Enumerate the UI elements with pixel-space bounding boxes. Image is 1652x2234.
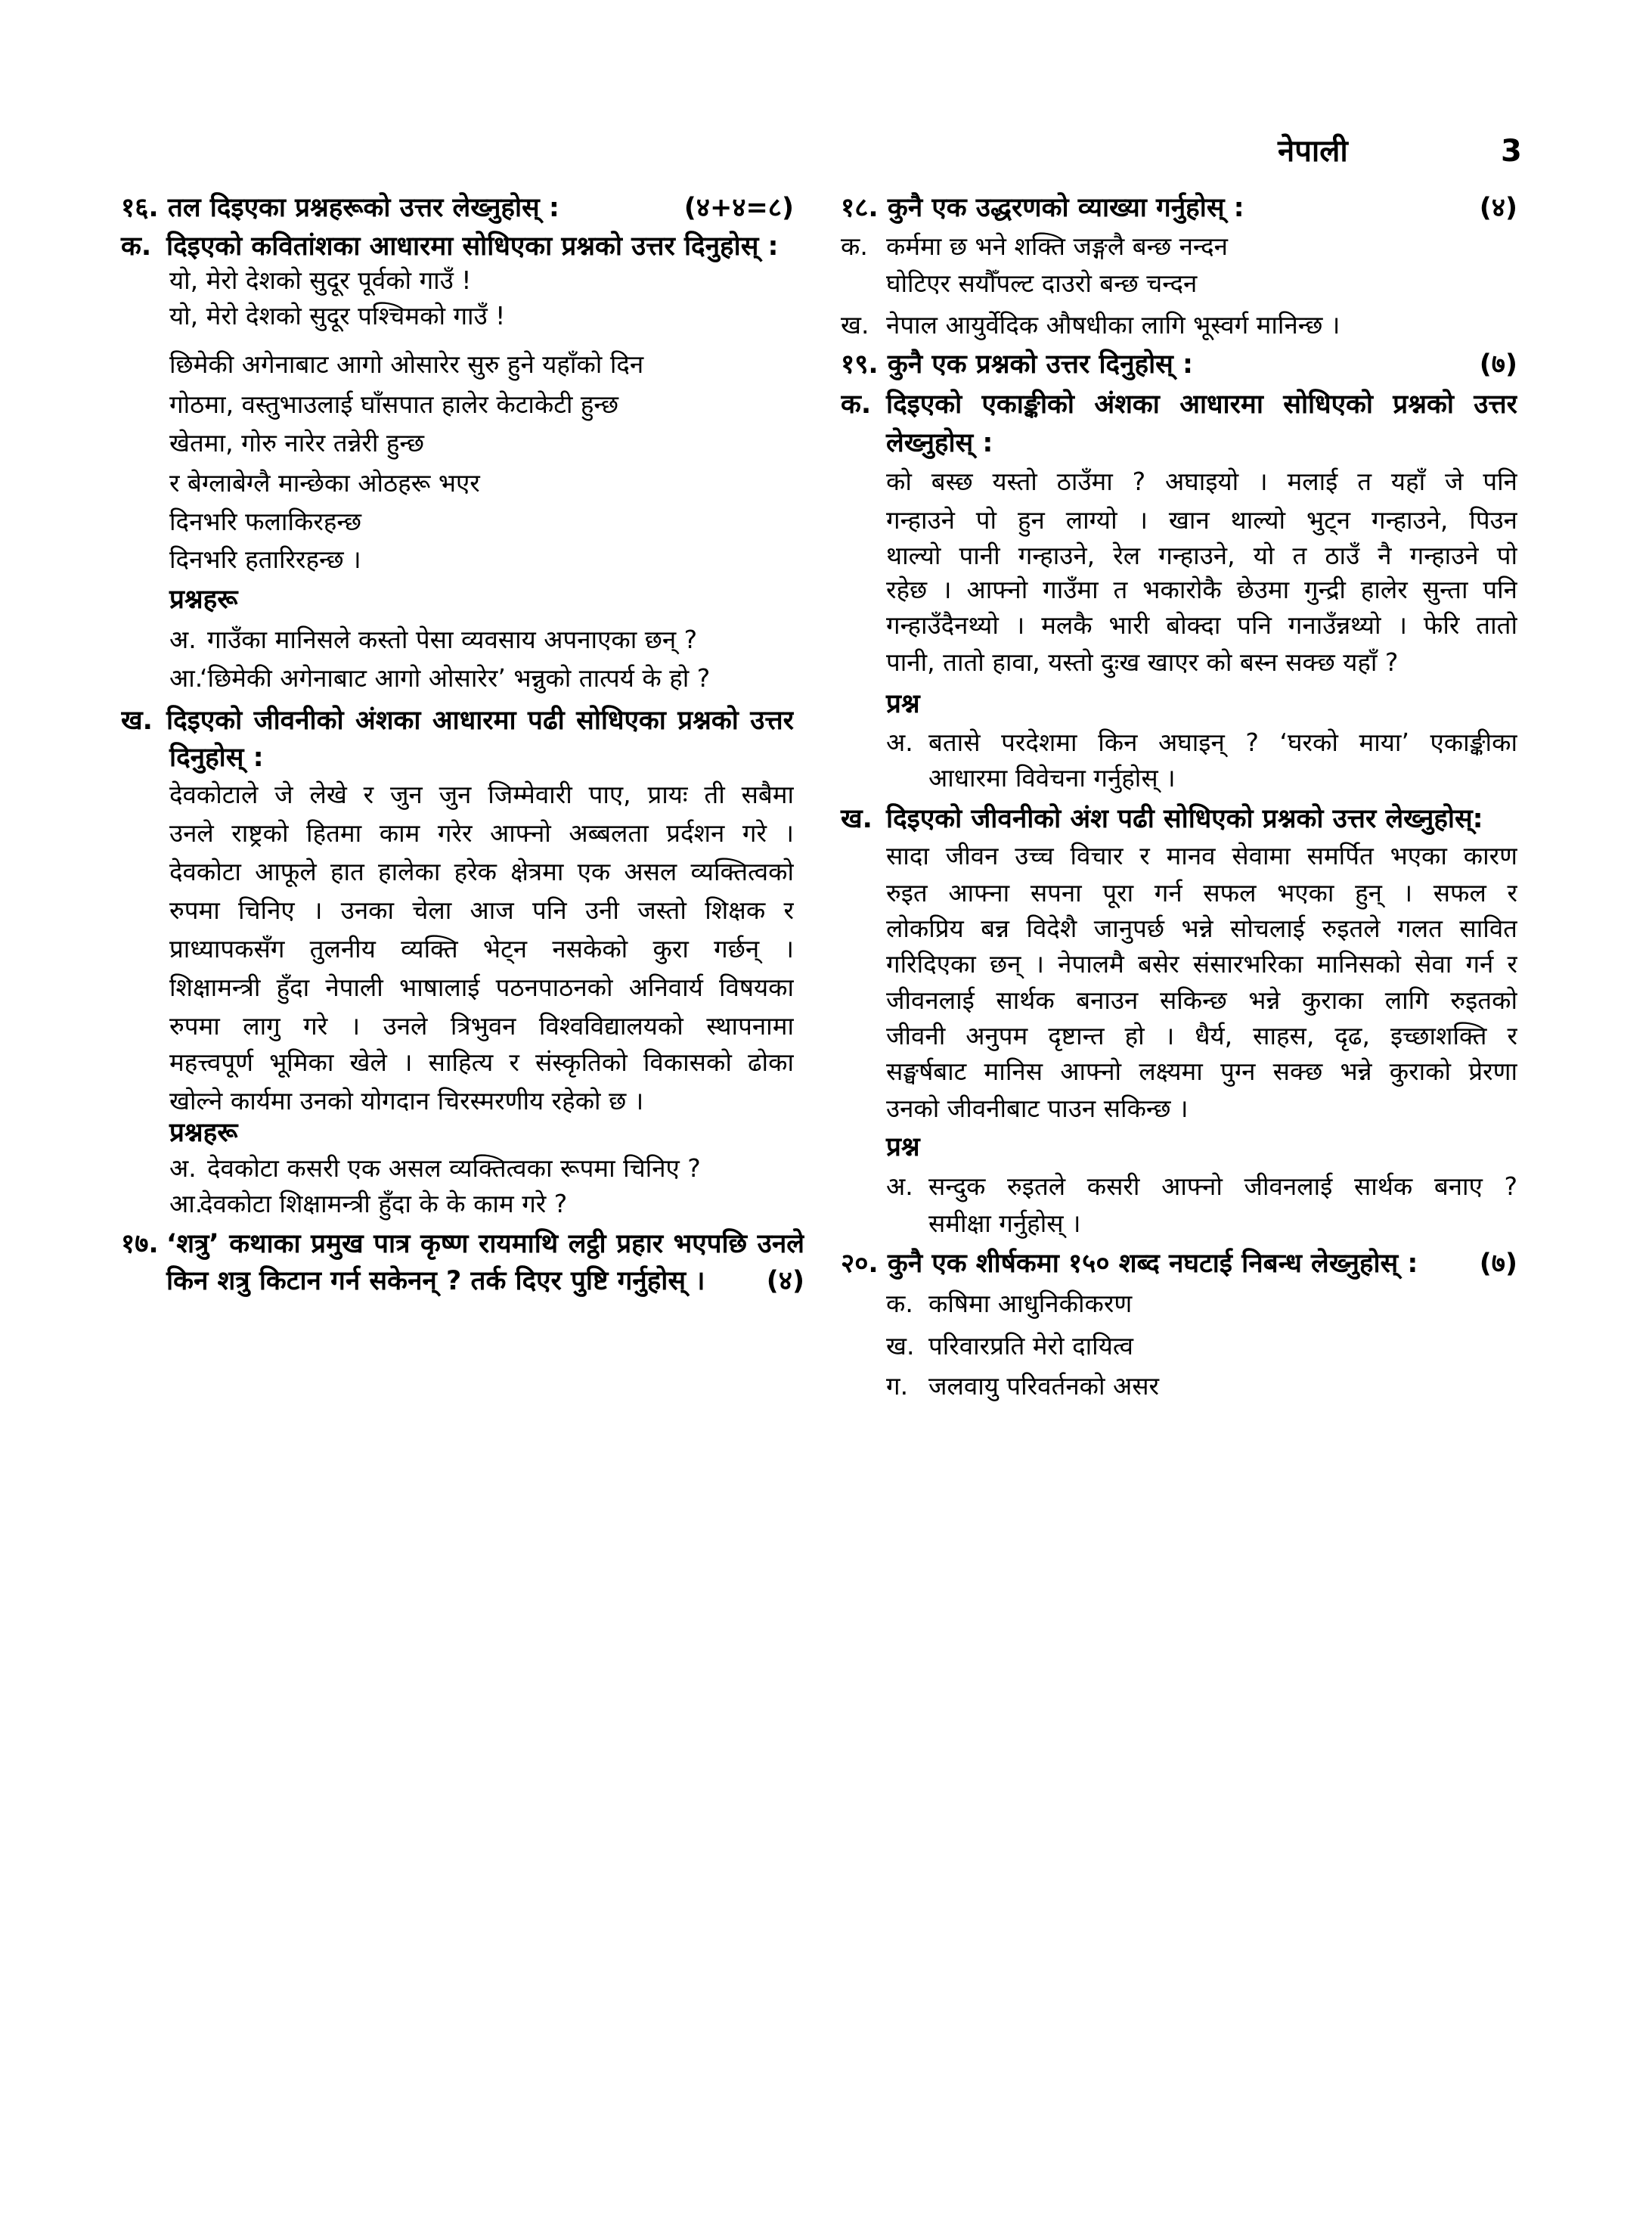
question-label: अ. [169, 625, 197, 654]
passage-line: उनले राष्ट्रको हितमा काम गरेर आफ्नो अब्बलता प्रर्दशन गरे । [169, 818, 794, 848]
passage-line: सङ्घर्षबाट मानिस आफ्नो लक्ष्यमा पुग्न सक्छ भन्ने कुराको प्रेरणा [886, 1056, 1517, 1086]
passage-line: महत्त्वपूर्ण भूमिका खेले । साहित्य र संस्कृतिको विकासको ढोका [169, 1047, 794, 1077]
q19-ka-heading [841, 386, 1517, 424]
passage-line: रहेछ । आफ्नो गाउँमा त भकारोकै छेउमा गुन्द्री हालेर सुन्ता पनि [886, 575, 1517, 604]
item-label: ख. [841, 310, 869, 340]
q16-marks: (४+४=८) [683, 193, 794, 223]
page-number: 3 [1501, 134, 1522, 169]
question-label: आ. [169, 1189, 203, 1218]
q19-ka-heading-cont: लेख्नुहोस् : [886, 428, 993, 458]
q19-ka-question-cont: आधारमा विवेचना गर्नुहोस् । [928, 763, 1176, 793]
question-text: देवकोटा शिक्षामन्त्री हुँदा के के काम गरे ? [200, 1189, 568, 1218]
q19-ka-title-line: दिइएको एकाङ्कीको अंशका आधारमा सोधिएको प्रश्नको उत्तर [886, 389, 1517, 420]
question-label: अ. [886, 728, 913, 757]
question-text: बतासे परदेशमा किन अघाइन् ? ‘घरको माया’ एकाङ्कीका [928, 728, 1517, 757]
q18-heading [841, 189, 1517, 227]
poem-line: यो, मेरो देशको सुदूर पूर्वको गाउँ ! [169, 265, 472, 295]
q16-ka-question [169, 659, 710, 697]
q16-kha-question [169, 1185, 567, 1223]
item-text: नेपाल आयुर्वेदिक औषधीका लागि भूस्वर्ग मानिन्छ । [886, 310, 1341, 340]
q16-ka-questions-label: प्रश्नहरू [169, 585, 238, 615]
q19-kha-title: दिइएको जीवनीको अंश पढी सोधिएको प्रश्नको उत्तर लेख्नुहोस्: [886, 804, 1483, 834]
q20-number: २०. [841, 1249, 879, 1279]
q20-marks: (७) [1479, 1249, 1517, 1279]
q19-kha-heading [841, 800, 1483, 838]
passage-line: गरिदिएका छन् । नेपालमै बसेर संसारभरिका मानिसको सेवा गर्न र [886, 949, 1517, 979]
q19-heading [841, 346, 1517, 383]
q16-kha-label: ख. [121, 706, 153, 736]
item-label: ख. [886, 1331, 915, 1361]
subject-title: नेपाली [1278, 134, 1348, 169]
item-label: क. [841, 231, 868, 261]
q19-number: १९. [841, 349, 879, 380]
passage-line: देवकोटाले जे लेखे र जुन जुन जिम्मेवारी पाए, प्रायः ती सबैमा [169, 780, 794, 809]
question-label: आ. [169, 663, 203, 693]
passage-line: जीवनी अनुपम दृष्टान्त हो । धैर्य, साहस, दृढ, इच्छाशक्ति र [886, 1021, 1517, 1050]
item-label: क. [886, 1289, 913, 1318]
q16-ka-heading [121, 228, 779, 265]
q16-heading [121, 189, 794, 227]
question-label: अ. [886, 1171, 913, 1201]
passage-line: थाल्यो पानी गन्हाउने, रेल गन्हाउने, यो त ठाउँ नै गन्हाउने पो [886, 541, 1517, 570]
passage-line: रुपमा लागु गरे । उनले त्रिभुवन विश्वविद्यालयको स्थापनामा [169, 1011, 794, 1041]
passage-line: शिक्षामन्त्री हुँदा नेपाली भाषालाई पठनपाठनको अनिवार्य विषयका [169, 973, 794, 1002]
q18-item [841, 306, 1340, 344]
q19-kha-questions-label: प्रश्न [886, 1132, 920, 1162]
q20-heading [841, 1245, 1517, 1283]
question-label: अ. [169, 1153, 197, 1183]
q17-marks: (४) [766, 1266, 804, 1296]
q17-line [166, 1262, 804, 1300]
q16-kha-question [169, 1150, 701, 1187]
q19-ka-label: क. [841, 389, 872, 420]
q20-item [886, 1367, 1159, 1405]
q16-number: १६. [121, 193, 159, 223]
q20-title: कुनै एक शीर्षकमा १५० शब्द नघटाई निबन्ध लेख्नुहोस् : [887, 1249, 1418, 1279]
q19-kha-label: ख. [841, 804, 872, 834]
passage-line: रुपमा चिनिए । उनका चेला आज पनि उनी जस्तो शिक्षक र [169, 895, 794, 925]
item-text: कषिमा आधुनिकीकरण [928, 1289, 1133, 1318]
q16-kha-questions-label: प्रश्नहरू [169, 1118, 238, 1148]
q18-item [841, 228, 1228, 265]
q18-marks: (४) [1479, 193, 1517, 223]
poem-line: र बेग्लाबेग्लै मान्छेका ओठहरू भएर [169, 468, 480, 498]
q16-kha-heading [121, 702, 794, 740]
q16-ka-title: दिइएको कवितांशका आधारमा सोधिएका प्रश्नको उत्तर दिनुहोस् : [166, 231, 779, 262]
q19-marks: (७) [1479, 349, 1517, 380]
q19-kha-question-cont: समीक्षा गर्नुहोस् । [928, 1209, 1081, 1238]
q16-kha-heading-cont: दिनुहोस् : [169, 743, 264, 773]
question-text: गाउँका मानिसले कस्तो पेसा व्यवसाय अपनाएका छन् ? [207, 625, 698, 654]
item-text: परिवारप्रति मेरो दायित्व [928, 1331, 1133, 1361]
passage-line: जीवनलाई सार्थक बनाउन सकिन्छ भन्ने कुराका लागि रुइतको [886, 985, 1517, 1015]
q19-ka-questions-label: प्रश्न [886, 689, 920, 719]
passage-line: को बस्छ यस्तो ठाउँमा ? अघाइयो । मलाई त यहाँ जे पनि [886, 467, 1517, 496]
poem-line: दिनभरि फलाकिरहन्छ [169, 507, 361, 536]
question-text: ‘छिमेकी अगेनाबाट आगो ओसारेर’ भन्नुको तात्पर्य के हो ? [200, 663, 711, 693]
q19-ka-question [886, 724, 1517, 762]
q20-item [886, 1327, 1133, 1365]
q16-ka-label: क. [121, 231, 152, 262]
q17-number: १७. [121, 1229, 159, 1259]
question-text: देवकोटा कसरी एक असल व्यक्तित्वका रूपमा चिनिए ? [207, 1153, 701, 1183]
q20-item [886, 1285, 1132, 1323]
passage-line: रुइत आफ्ना सपना पूरा गर्न सफल भएका हुन् । सफल र [886, 878, 1517, 908]
poem-line: यो, मेरो देशको सुदूर पश्चिमको गाउँ ! [169, 301, 506, 330]
passage-line: पानी, तातो हावा, यस्तो दुःख खाएर को बस्न सक्छ यहाँ ? [886, 647, 1399, 677]
q17-text: ‘शत्रु’ कथाका प्रमुख पात्र कृष्ण रायमाथि लट्ठी प्रहार भएपछि उनले [166, 1229, 804, 1259]
q16-ka-question [169, 621, 697, 659]
poem-line: छिमेकी अगेनाबाट आगो ओसारेर सुरु हुने यहाँको दिन [169, 349, 644, 379]
passage-line: प्राध्यापकसँग तुलनीय व्यक्ति भेट्न नसकेको कुरा गर्छन् । [169, 934, 794, 963]
item-label: ग. [886, 1371, 909, 1401]
q18-item-cont: घोटिएर सयौँपल्ट दाउरो बन्छ चन्दन [886, 268, 1198, 298]
passage-line: देवकोटा आफूले हात हालेका हरेक क्षेत्रमा एक असल व्यक्तित्वको [169, 857, 794, 886]
passage-line: खोल्ने कार्यमा उनको योगदान चिरस्मरणीय रहेको छ । [169, 1086, 644, 1115]
q19-title: कुनै एक प्रश्नको उत्तर दिनुहोस् : [887, 349, 1194, 380]
poem-line: गोठमा, वस्तुभाउलाई घाँसपात हालेर केटाकेटी हुन्छ [169, 389, 619, 419]
q18-title: कुनै एक उद्धरणको व्याख्या गर्नुहोस् : [887, 193, 1244, 223]
q19-kha-question [886, 1168, 1517, 1205]
q18-number: १८. [841, 193, 879, 223]
q17-line [121, 1225, 804, 1263]
poem-line: खेतमा, गोरु नारेर तन्नेरी हुन्छ [169, 428, 425, 458]
passage-line: लोकप्रिय बन्न विदेशै जानुपर्छ भन्ने सोचलाई रुइतले गलत सावित [886, 914, 1517, 943]
item-text: कर्ममा छ भने शक्ति जङ्गलै बन्छ नन्दन [886, 231, 1228, 261]
question-text: सन्दुक रुइतले कसरी आफ्नो जीवनलाई सार्थक बनाए ? [928, 1171, 1517, 1201]
passage-line: सादा जीवन उच्च विचार र मानव सेवामा समर्पित भएका कारण [886, 841, 1517, 870]
passage-line: गन्हाउँदैनथ्यो । मलकै भारी बोक्दा पनि गनाउँन्नथ्यो । फेरि तातो [886, 610, 1517, 640]
q16-title: तल दिइएका प्रश्नहरूको उत्तर लेख्नुहोस् : [167, 193, 559, 223]
poem-line: दिनभरि हतारिरहन्छ । [169, 545, 361, 574]
passage-line: गन्हाउने पो हुन लाग्यो । खान थाल्यो भुट्न गन्हाउने, पिउन [886, 505, 1517, 535]
q17-text: किन शत्रु किटान गर्न सकेनन् ? तर्क दिएर पुष्टि गर्नुहोस् । [166, 1266, 705, 1296]
q16-kha-title-line: दिइएको जीवनीको अंशका आधारमा पढी सोधिएका प्रश्नको उत्तर [166, 706, 794, 736]
passage-line: उनको जीवनीबाट पाउन सकिन्छ । [886, 1094, 1189, 1123]
item-text: जलवायु परिवर्तनको असर [928, 1371, 1160, 1401]
